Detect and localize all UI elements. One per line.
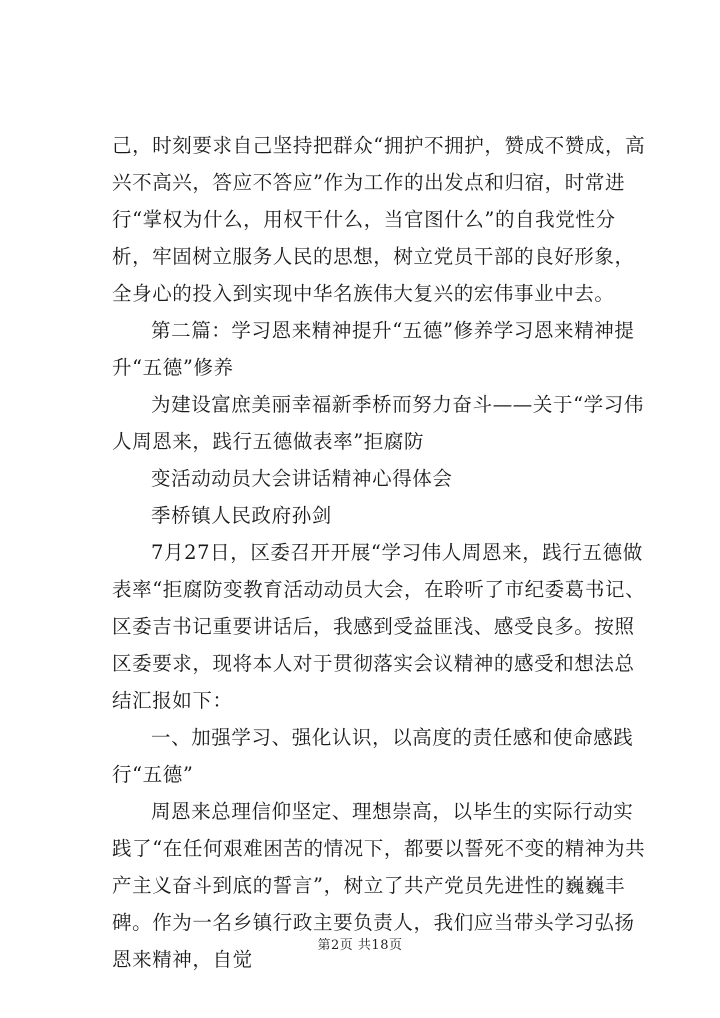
subheading-one: 一、加强学习、强化认识，以高度的责任感和使命感践行“五德” — [112, 726, 634, 786]
section-heading-part-two: 第二篇：学习恩来精神提升“五德”修养学习恩来精神提升“五德”修养 — [112, 319, 635, 379]
page-footer — [0, 934, 720, 953]
page-number: 第2页 共18页 — [317, 938, 403, 953]
article-title: 为建设富庶美丽幸福新季桥而努力奋斗——关于“学习伟人周恩来，践行五德做表率”拒腐防 — [112, 393, 644, 453]
paragraph-continuation: 己，时刻要求自己坚持把群众“拥护不拥护，赞成不赞成，高兴不高兴，答应不答应”作为工作的出发点和归宿，时常进行“掌权为什么，用权干什么，当官图什么”的自我党性分析，牢固树立服务人民的思想，树立党员干部的良好形象，全身心的投入到实现中华名族伟大复兴的宏伟事业中去。 — [112, 134, 646, 305]
author-line: 季桥镇人民政府孙剑 — [151, 504, 332, 527]
article-title-continued: 变活动动员大会讲话精神心得体会 — [151, 467, 453, 490]
document-body — [112, 127, 647, 978]
paragraph-body: 周恩来总理信仰坚定、理想崇高，以毕生的实际行动实践了“在任何艰难困苦的情况下，都要以誓死不变的精神为共产主义奋斗到底的誓言”，树立了共产党员先进性的巍巍丰碑。作为一名乡镇行政主要负责人，我们应当带头学习弘扬恩来精神，自觉 — [112, 800, 646, 971]
paragraph-intro: 7月27日，区委召开开展“学习伟人周恩来，践行五德做表率“拒腐防变教育活动动员大会，在聆听了市纪委葛书记、区委吉书记重要讲话后，我感到受益匪浅、感受良多。按照区委要求，现将本人对于贯彻落实会议精神的感受和想法总结汇报如下： — [112, 541, 646, 712]
